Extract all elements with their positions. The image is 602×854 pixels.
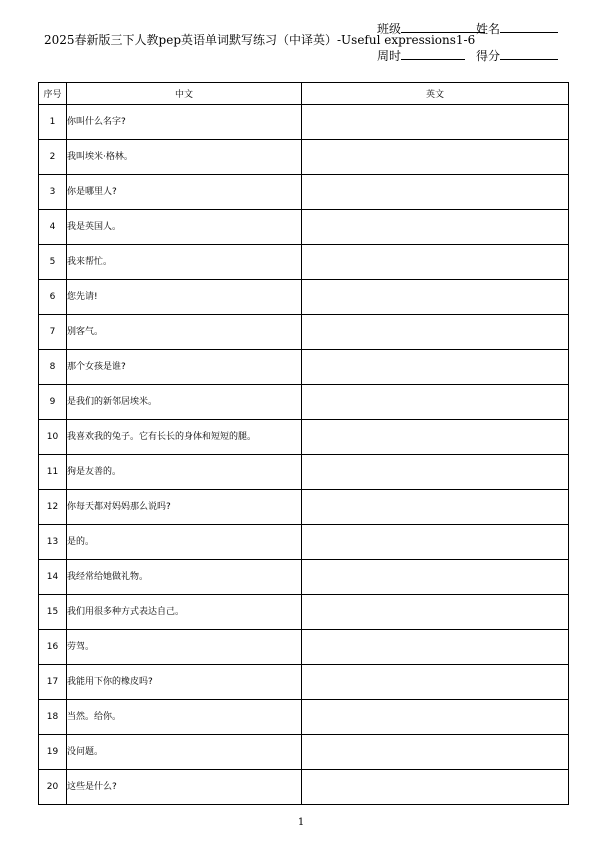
english-answer-cell[interactable] [302,630,569,665]
table-row [39,175,569,210]
week-blank[interactable] [401,47,465,60]
english-answer-cell[interactable] [302,525,569,560]
chinese-prompt: 我喜欢我的兔子。它有长长的身体和短短的腿。 [67,420,302,455]
worksheet-title: 2025春新版三下人教pep英语单词默写练习（中译英）-Useful expressions1-6 [44,33,476,47]
chinese-prompt: 你叫什么名字? [67,105,302,140]
header-chinese: 中文 [67,83,302,105]
chinese-prompt: 没问题。 [67,735,302,770]
chinese-prompt: 我是英国人。 [67,210,302,245]
english-answer-cell[interactable] [302,735,569,770]
table-row [39,560,569,595]
row-number: 20 [39,770,67,805]
row-number: 4 [39,210,67,245]
score-field [476,47,558,63]
row-number: 18 [39,700,67,735]
chinese-prompt: 是我们的新邻居埃米。 [67,385,302,420]
score-blank[interactable] [500,47,558,60]
table-row [39,420,569,455]
table-body [39,105,569,805]
row-number: 11 [39,455,67,490]
table-row [39,245,569,280]
row-number: 5 [39,245,67,280]
header-number: 序号 [39,83,67,105]
chinese-prompt: 别客气。 [67,315,302,350]
chinese-prompt: 我们用很多种方式表达自己。 [67,595,302,630]
row-number: 15 [39,595,67,630]
worksheet-header [0,0,602,70]
week-field [377,47,465,63]
table-row [39,735,569,770]
table-row [39,105,569,140]
chinese-prompt: 那个女孩是谁? [67,350,302,385]
chinese-prompt: 我能用下你的橡皮吗? [67,665,302,700]
english-answer-cell[interactable] [302,770,569,805]
table-row [39,350,569,385]
english-answer-cell[interactable] [302,700,569,735]
table-row [39,385,569,420]
english-answer-cell[interactable] [302,665,569,700]
table-row [39,525,569,560]
class-label: 班级 [377,22,402,36]
row-number: 1 [39,105,67,140]
chinese-prompt: 当然。给你。 [67,700,302,735]
chinese-prompt: 你每天都对妈妈那么说吗? [67,490,302,525]
chinese-prompt: 劳驾。 [67,630,302,665]
name-label: 姓名 [476,22,501,36]
row-number: 19 [39,735,67,770]
chinese-prompt: 我来帮忙。 [67,245,302,280]
english-answer-cell[interactable] [302,490,569,525]
table-row [39,280,569,315]
english-answer-cell[interactable] [302,595,569,630]
row-number: 8 [39,350,67,385]
header-english: 英文 [302,83,569,105]
table-row [39,665,569,700]
chinese-prompt: 狗是友善的。 [67,455,302,490]
english-answer-cell[interactable] [302,105,569,140]
table-row [39,700,569,735]
name-blank[interactable] [500,20,558,33]
table-row [39,630,569,665]
row-number: 16 [39,630,67,665]
week-label: 周时 [377,49,402,63]
class-blank[interactable] [401,20,485,33]
english-answer-cell[interactable] [302,245,569,280]
row-number: 17 [39,665,67,700]
table-row [39,770,569,805]
english-answer-cell[interactable] [302,280,569,315]
row-number: 14 [39,560,67,595]
english-answer-cell[interactable] [302,420,569,455]
chinese-prompt: 这些是什么? [67,770,302,805]
chinese-prompt: 您先请! [67,280,302,315]
english-answer-cell[interactable] [302,350,569,385]
page-number: 1 [297,817,305,828]
english-answer-cell[interactable] [302,385,569,420]
row-number: 9 [39,385,67,420]
name-field [476,20,558,36]
row-number: 2 [39,140,67,175]
table-row [39,595,569,630]
row-number: 10 [39,420,67,455]
row-number: 13 [39,525,67,560]
table-row [39,315,569,350]
english-answer-cell[interactable] [302,560,569,595]
english-answer-cell[interactable] [302,315,569,350]
english-answer-cell[interactable] [302,210,569,245]
vocabulary-table [38,82,569,805]
table-row [39,455,569,490]
chinese-prompt: 是的。 [67,525,302,560]
table-row [39,490,569,525]
english-answer-cell[interactable] [302,175,569,210]
chinese-prompt: 你是哪里人? [67,175,302,210]
table-row [39,210,569,245]
row-number: 12 [39,490,67,525]
table-row [39,140,569,175]
row-number: 6 [39,280,67,315]
score-label: 得分 [476,49,501,63]
table-header-row [39,83,569,105]
chinese-prompt: 我叫埃米·格林。 [67,140,302,175]
english-answer-cell[interactable] [302,140,569,175]
english-answer-cell[interactable] [302,455,569,490]
row-number: 7 [39,315,67,350]
chinese-prompt: 我经常给她做礼物。 [67,560,302,595]
row-number: 3 [39,175,67,210]
